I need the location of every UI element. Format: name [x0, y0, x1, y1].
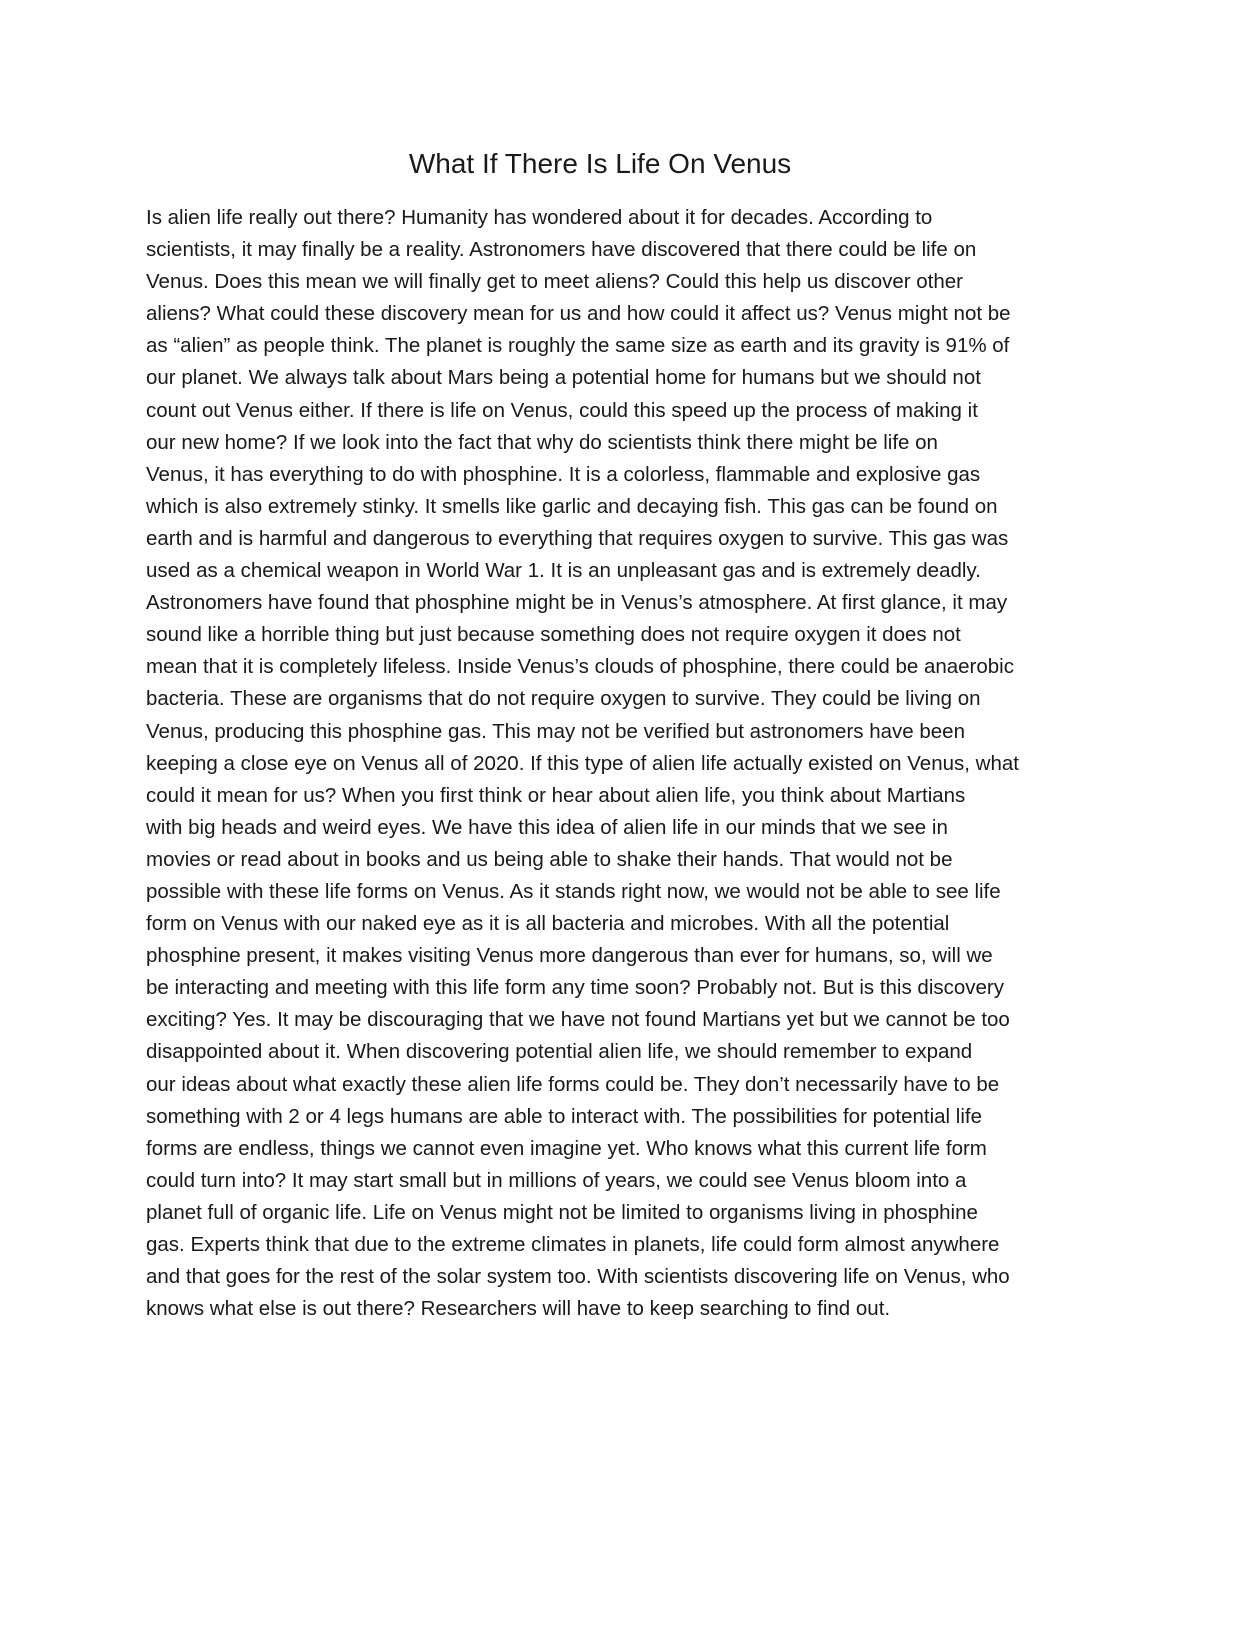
body-text-line: mean that it is completely lifeless. Inside Venus’s clouds of phosphine, there could be anaerobic: [146, 655, 1014, 679]
body-text-line: sound like a horrible thing but just because something does not require oxygen it does not: [146, 623, 961, 647]
body-text-line: Venus, it has everything to do with phosphine. It is a colorless, flammable and explosive gas: [146, 462, 981, 486]
body-text-line: movies or read about in books and us being able to shake their hands. That would not be: [146, 847, 953, 871]
body-text-line: as “alien” as people think. The planet is roughly the same size as earth and its gravity is 91% of: [146, 334, 1010, 358]
document-body: [146, 202, 1106, 1325]
body-text-line: Astronomers have found that phosphine might be in Venus’s atmosphere. At first glance, it may: [146, 591, 1008, 615]
body-text-line: bacteria. These are organisms that do not require oxygen to survive. They could be living on: [146, 687, 981, 711]
body-text-line: something with 2 or 4 legs humans are able to interact with. The possibilities for potential life: [146, 1104, 983, 1128]
body-text-line: could turn into? It may start small but in millions of years, we could see Venus bloom into a: [146, 1168, 967, 1192]
body-text-line: Is alien life really out there? Humanity has wondered about it for decades. According to: [146, 206, 933, 229]
document-title: What If There Is Life On Venus: [408, 148, 792, 179]
body-text-line: with big heads and weird eyes. We have this idea of alien life in our minds that we see in: [146, 815, 948, 839]
body-text-line: knows what else is out there? Researchers will have to keep searching to find out.: [146, 1297, 891, 1321]
body-text-line: phosphine present, it makes visiting Venus more dangerous than ever for humans, so, will we: [146, 944, 993, 968]
body-text-line: could it mean for us? When you first think or hear about alien life, you think about Martians: [146, 783, 966, 807]
body-text-line: exciting? Yes. It may be discouraging that we have not found Martians yet but we cannot be too: [146, 1008, 1010, 1032]
body-text-line: form on Venus with our naked eye as it is all bacteria and microbes. With all the potential: [146, 912, 950, 936]
body-text-line: and that goes for the rest of the solar system too. With scientists discovering life on Venus, who: [146, 1265, 1010, 1289]
body-text-line: our ideas about what exactly these alien life forms could be. They don’t necessarily have to be: [146, 1072, 1000, 1096]
body-text-line: used as a chemical weapon in World War 1. It is an unpleasant gas and is extremely deadly.: [146, 559, 981, 583]
body-text-line: keeping a close eye on Venus all of 2020. If this type of alien life actually existed on Venus, what: [146, 751, 1019, 775]
body-text-line: Venus. Does this mean we will finally get to meet aliens? Could this help us discover other: [146, 270, 964, 294]
body-text-line: count out Venus either. If there is life on Venus, could this speed up the process of making it: [146, 398, 978, 422]
body-text-line: forms are endless, things we cannot even imagine yet. Who knows what this current life form: [146, 1136, 987, 1160]
body-text-line: which is also extremely stinky. It smells like garlic and decaying fish. This gas can be found on: [146, 494, 998, 518]
body-text-line: Venus, producing this phosphine gas. This may not be verified but astronomers have been: [146, 719, 965, 743]
body-text-line: be interacting and meeting with this life form any time soon? Probably not. But is this discovery: [146, 976, 1005, 1000]
body-text-line: our new home? If we look into the fact that why do scientists think there might be life on: [146, 430, 938, 454]
body-text-line: possible with these life forms on Venus. As it stands right now, we would not be able to see life: [146, 879, 1001, 903]
body-text-line: scientists, it may finally be a reality. Astronomers have discovered that there could be life on: [146, 238, 977, 262]
body-text-line: our planet. We always talk about Mars being a potential home for humans but we should not: [146, 366, 981, 390]
body-text-line: disappointed about it. When discovering potential alien life, we should remember to expand: [146, 1040, 973, 1064]
body-text-line: aliens? What could these discovery mean for us and how could it affect us? Venus might not be: [146, 302, 1011, 326]
body-text-line: earth and is harmful and dangerous to everything that requires oxygen to survive. This gas was: [146, 526, 1009, 550]
body-text-line: gas. Experts think that due to the extreme climates in planets, life could form almost anywhere: [146, 1233, 1000, 1256]
body-text-line: planet full of organic life. Life on Venus might not be limited to organisms living in phosphine: [146, 1200, 978, 1224]
